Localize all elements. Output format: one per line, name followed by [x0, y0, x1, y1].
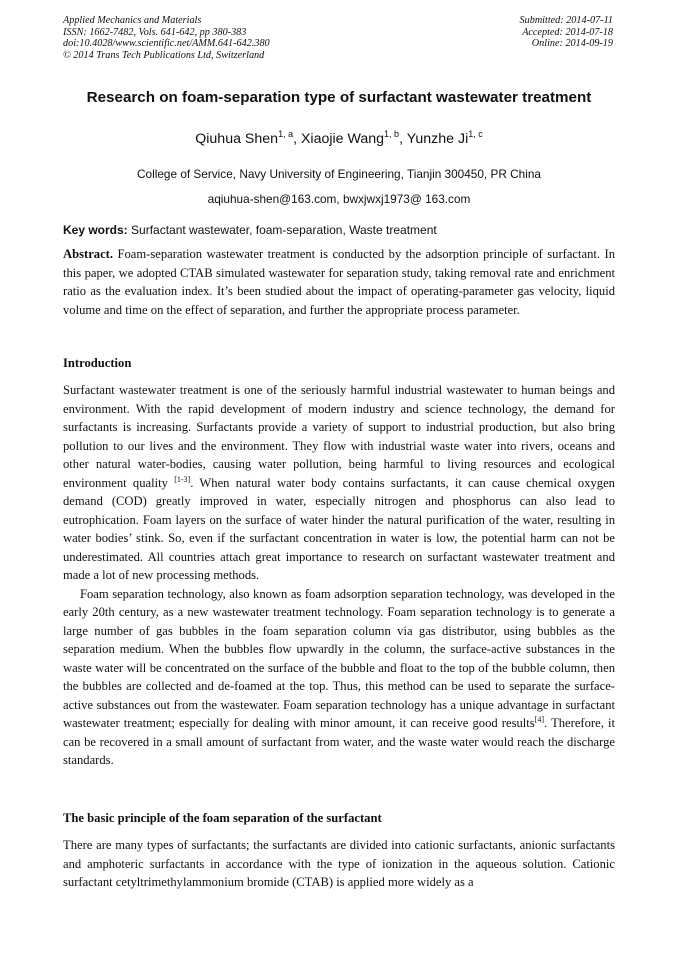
citation-ref: [4] [534, 715, 545, 724]
affiliation: College of Service, Navy University of Engineering, Tianjin 300450, PR China [137, 167, 541, 181]
abstract-text: Foam-separation wastewater treatment is conducted by the adsorption principle of surfactant. In this paper, we adopted CTAB simulated wastewater for separation study, taking removal rate and enrichment ratio as the evaluation index. It’s been studied about the impact of operating-parameter gas velocity, liquid volume and time on the effect of separation, and further the appropriate process parameter. [63, 247, 615, 317]
author-name: Qiuhua Shen [195, 131, 279, 147]
author-affil-mark: 1, b [384, 129, 400, 139]
journal-name: Applied Mechanics and Materials [63, 15, 202, 26]
keywords [63, 223, 615, 237]
abstract [63, 245, 615, 319]
paragraph: There are many types of surfactants; the surfactants are divided into cationic surfactants, anionic surfactants and amphoteric surfactants in accordance with the type of ionization in the aqueous solution. Cationic surfactant cetyltrimethylammonium bromide (CTAB) is applied more widely as a [63, 838, 615, 889]
publication-dates [520, 15, 613, 50]
journal-doi: doi:10.4028/www.scientific.net/AMM.641-642.380 [63, 38, 270, 50]
introduction-body [63, 381, 615, 770]
date-accepted: Accepted: 2014-07-18 [522, 26, 613, 38]
paragraph: Foam separation technology, also known as foam adsorption separation technology, was developed in the early 20th century, as a new wastewater treatment technology. Foam separation technology is to generate a large number of gas bubbles in the foam separation column via gas distributor, using bubbles as the separation medium. When the bubbles flow upwardly in the column, the surface-active substances in the waste water will be concentrated on the surface of the bubble and float to the top of the bubble column, then the bubbles are collected and de-foamed at the top. Thus, this method can be used to separate the surface-active substances out from the wastewater. Foam separation technology has a unique advantage in surfactant wastewater treatment; especially for dealing with minor amount, it can receive good results[4]. Therefore, it can be recovered in a small amount of surfactant from water, and the waste water would reach the discharge standards. [63, 586, 615, 767]
journal-issn: ISSN: 1662-7482, Vols. 641-642, pp 380-383 [63, 26, 247, 38]
basic-principle-body [63, 836, 615, 892]
journal-info [63, 15, 270, 61]
author-affil-mark: 1, a [278, 129, 294, 139]
author-list: Qiuhua Shen$^{1, a}$, Xiaojie Wang$^{1, b}$, Yunzhe Ji$^{1, c}$ [195, 129, 483, 147]
paragraph: Surfactant wastewater treatment is one of the seriously harmful industrial wastewater to human beings and environment. With the rapid development of modern industry and science technology, the demand for surfactants is increasing. Surfactants provide a variety of support to industrial production, but also bring pollution to our lives and the environment. They flow with industrial waste water into rivers, oceans and other natural water-bodies, causing water pollution, being harmful to living resources and ecological environment quality [1-3]. When natural water body contains surfactants, it can cause chemical oxygen demand (COD) greatly improved in water, especially nitrogen and phosphorus can also lead to eutrophication. Foam layers on the surface of water hinder the natural purification of the water, resulting in water bodies’ stink. So, even if the surfactant concentration in water is low, the potential harm can not be underestimated. All countries attach great importance to research on surfactant wastewater treatment and made a lot of new processing methods. [63, 383, 615, 582]
keywords-label: Key words: [63, 223, 128, 237]
date-online: Online: 2014-09-19 [531, 38, 613, 50]
section-heading-introduction: Introduction [63, 356, 132, 370]
citation-ref: [1-3] [174, 474, 191, 484]
author-name: Xiaojie Wang [300, 131, 385, 147]
author-emails: aqiuhua-shen@163.com, bwxjwxj1973@ 163.com [207, 192, 471, 206]
author-name: Yunzhe Ji [406, 131, 469, 147]
journal-copyright: © 2014 Trans Tech Publications Ltd, Switzerland [63, 49, 265, 61]
date-submitted: Submitted: 2014-07-11 [519, 15, 613, 26]
author-affil-mark: 1, c [468, 129, 483, 139]
abstract-label: Abstract. [63, 247, 114, 261]
keywords-text: Surfactant wastewater, foam-separation, Waste treatment [127, 223, 437, 237]
paper-title: Research on foam-separation type of surfactant wastewater treatment [86, 89, 592, 106]
section-heading-basic-principle: The basic principle of the foam separation of the surfactant [63, 811, 382, 825]
